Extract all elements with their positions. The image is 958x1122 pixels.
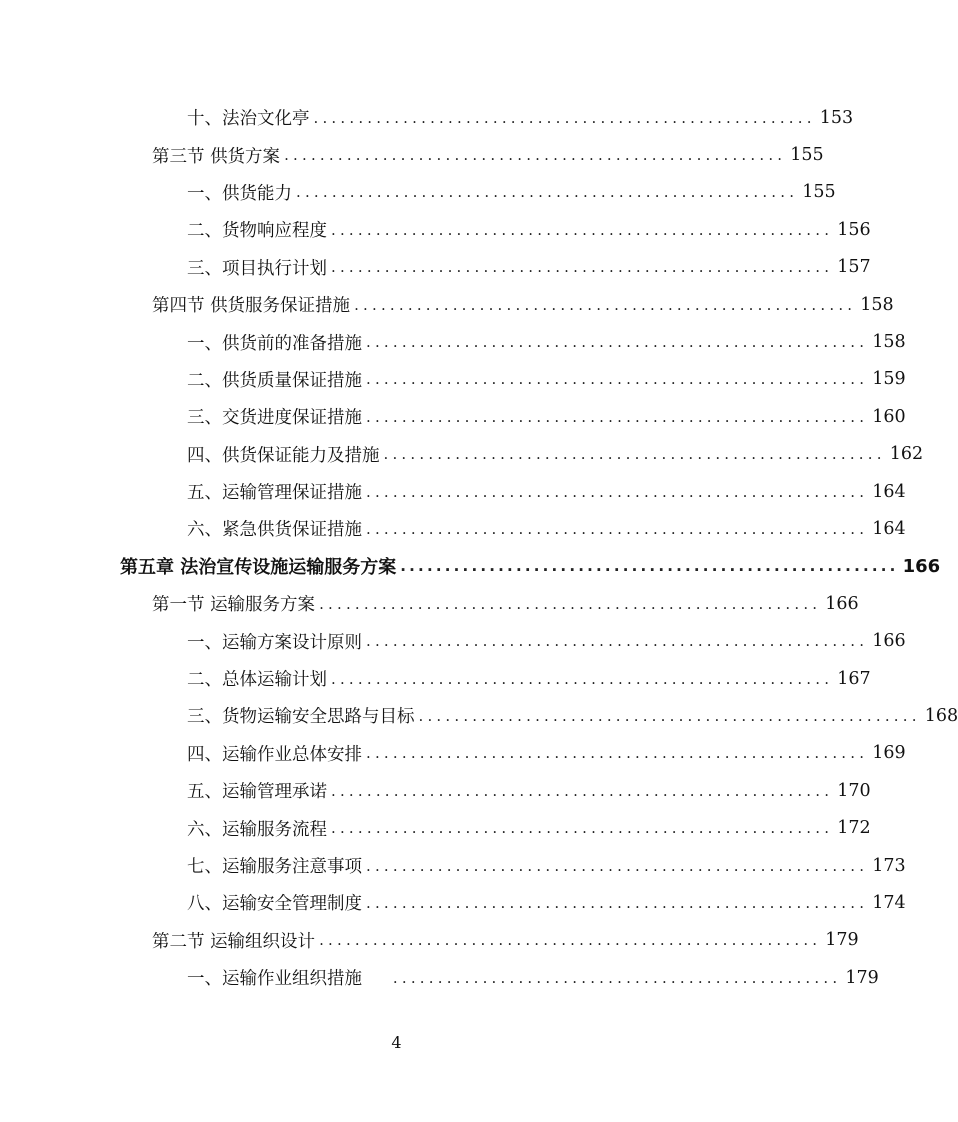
- toc-entry-title: 二、供货质量保证措施: [187, 370, 362, 391]
- toc-entry-title: 五、运输管理承诺: [187, 782, 327, 803]
- toc-entry[interactable]: [0, 697, 958, 734]
- toc-entry-page: 174: [872, 892, 906, 913]
- toc-entry-page: 156: [837, 219, 871, 240]
- toc-entry-page: 172: [837, 818, 871, 839]
- dot-leader: ..................................................: [366, 968, 842, 987]
- toc-entry-page: 157: [837, 257, 871, 278]
- toc-entry[interactable]: [0, 735, 906, 772]
- toc-entry-page: 169: [872, 743, 906, 764]
- toc-entry[interactable]: [0, 660, 871, 697]
- dot-leader: ........................................................: [354, 295, 857, 314]
- toc-entry[interactable]: [0, 436, 924, 473]
- toc-entry[interactable]: [0, 361, 906, 398]
- toc-entry-page: 162: [889, 444, 924, 465]
- dot-leader: ........................................................: [313, 108, 816, 127]
- toc-entry-page: 158: [872, 332, 906, 353]
- dot-leader: ........................................................: [366, 744, 869, 763]
- toc-entry-page: 164: [872, 518, 906, 539]
- toc-entry[interactable]: [0, 847, 906, 884]
- toc-entry-title: 三、项目执行计划: [187, 258, 327, 279]
- toc-entry[interactable]: [0, 622, 906, 659]
- dot-leader: ........................................................: [284, 146, 787, 165]
- toc-entry-page: 160: [872, 406, 906, 427]
- toc-entry[interactable]: [0, 323, 906, 360]
- toc-entry[interactable]: [0, 249, 871, 286]
- dot-leader: ........................................................: [331, 669, 834, 688]
- toc-entry-title: 四、供货保证能力及措施: [187, 445, 380, 466]
- dot-leader: ........................................................: [319, 594, 822, 613]
- toc-entry-page: 158: [860, 294, 894, 315]
- toc-entry-page: 164: [872, 481, 906, 502]
- toc-entry[interactable]: [0, 959, 879, 996]
- table-of-contents: [0, 99, 958, 996]
- page-number: 4: [391, 1033, 402, 1052]
- dot-leader: ........................................................: [296, 183, 799, 202]
- toc-entry-title: 第三节 供货方案: [152, 146, 281, 167]
- toc-entry[interactable]: [0, 174, 836, 211]
- dot-leader: ........................................................: [331, 819, 834, 838]
- toc-entry-title: 一、供货前的准备措施: [187, 333, 362, 354]
- dot-leader: ........................................................: [383, 445, 886, 464]
- toc-entry-title: 四、运输作业总体安排: [187, 744, 362, 765]
- dot-leader: ........................................................: [366, 370, 869, 389]
- dot-leader: ........................................................: [331, 781, 834, 800]
- toc-entry[interactable]: [0, 510, 906, 547]
- dot-leader: ........................................................: [400, 557, 899, 576]
- toc-entry-title: 八、运输安全管理制度: [187, 894, 362, 915]
- toc-entry[interactable]: [0, 922, 859, 959]
- dot-leader: ........................................................: [366, 407, 869, 426]
- toc-entry-page: 166: [872, 631, 906, 652]
- toc-entry[interactable]: [0, 809, 871, 846]
- toc-entry-page: 166: [902, 555, 941, 577]
- toc-entry-title: 二、货物响应程度: [187, 221, 327, 242]
- toc-chapter-entry[interactable]: [0, 548, 941, 585]
- dot-leader: ........................................................: [366, 333, 869, 352]
- toc-entry-page: 155: [802, 182, 836, 203]
- toc-entry-page: 179: [845, 967, 879, 988]
- toc-entry[interactable]: [0, 136, 824, 173]
- toc-entry-title: 五、运输管理保证措施: [187, 483, 362, 504]
- toc-entry-title: 十、法治文化亭: [187, 109, 310, 130]
- toc-entry-page: 159: [872, 369, 906, 390]
- toc-entry-title: 一、运输方案设计原则: [187, 632, 362, 653]
- toc-entry-title: 七、运输服务注意事项: [187, 857, 362, 877]
- dot-leader: ........................................................: [366, 856, 869, 875]
- dot-leader: ........................................................: [418, 706, 921, 725]
- toc-entry-title: 第五章 法治宣传设施运输服务方案: [120, 557, 397, 579]
- dot-leader: ........................................................: [366, 632, 869, 651]
- dot-leader: ........................................................: [331, 220, 834, 239]
- dot-leader: ........................................................: [366, 893, 869, 912]
- toc-entry-page: 167: [837, 668, 871, 689]
- toc-entry[interactable]: [0, 99, 854, 136]
- toc-entry-title: 第四节 供货服务保证措施: [152, 296, 351, 317]
- toc-entry[interactable]: [0, 772, 871, 809]
- dot-leader: ........................................................: [366, 482, 869, 501]
- dot-leader: ........................................................: [366, 519, 869, 538]
- toc-entry-page: 166: [825, 593, 859, 614]
- toc-entry[interactable]: [0, 884, 906, 921]
- toc-entry[interactable]: [0, 473, 906, 510]
- toc-entry-title: 二、总体运输计划: [187, 670, 327, 691]
- dot-leader: ........................................................: [331, 258, 834, 277]
- toc-entry-title: 第二节 运输组织设计: [152, 931, 316, 952]
- toc-entry-title: 六、紧急供货保证措施: [187, 520, 362, 541]
- toc-entry-title: 三、货物运输安全思路与目标: [187, 707, 415, 728]
- toc-entry-page: 173: [872, 855, 906, 876]
- toc-entry-title: 第一节 运输服务方案: [152, 595, 316, 616]
- toc-entry-page: 153: [819, 107, 854, 128]
- toc-entry-title: 一、供货能力: [187, 183, 292, 204]
- toc-entry[interactable]: [0, 286, 894, 323]
- dot-leader: ........................................................: [319, 931, 822, 950]
- toc-entry-title: 三、交货进度保证措施: [187, 408, 362, 429]
- toc-entry-page: 179: [825, 930, 859, 951]
- toc-entry-page: 170: [837, 780, 871, 801]
- toc-entry[interactable]: [0, 211, 871, 248]
- toc-entry-title: 六、运输服务流程: [187, 819, 327, 840]
- toc-entry-page: 155: [790, 145, 824, 166]
- toc-entry-title: 一、运输作业组织措施: [187, 969, 362, 990]
- toc-entry[interactable]: [0, 398, 906, 435]
- toc-entry[interactable]: [0, 585, 859, 622]
- toc-entry-page: 168: [924, 705, 958, 726]
